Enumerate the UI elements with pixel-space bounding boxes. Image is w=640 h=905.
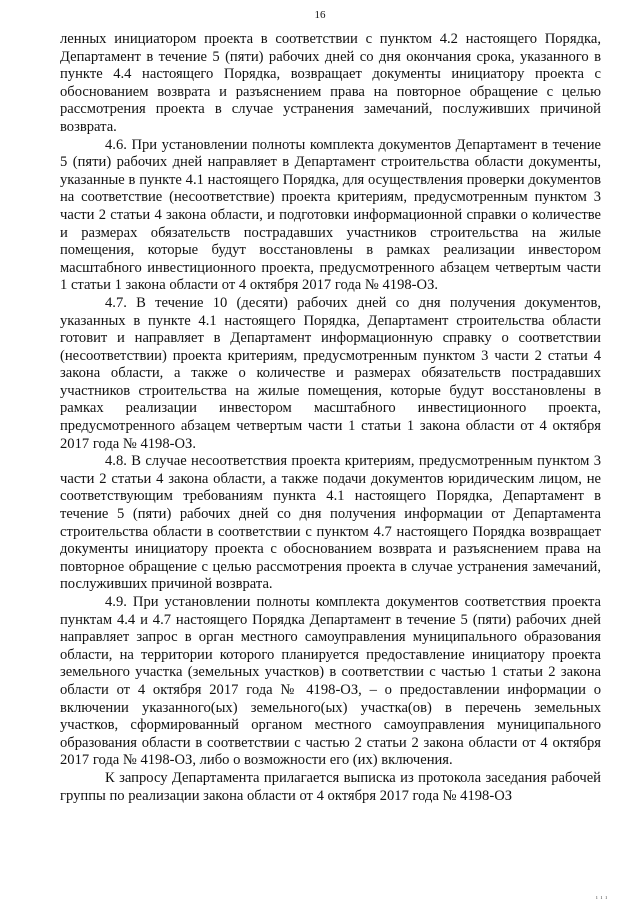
- scan-corner-mark: ııı: [595, 895, 610, 901]
- paragraph-4-7: 4.7. В течение 10 (десяти) рабочих дней со дня получения документов, указанных в пункте 4.1 настоящего Порядка, Департамент строительства области готовит и направляет в Департамент информационную справку о соответствии (несоответствии) проекта критериям, предусмотренным пунктом 3 части 2 статьи 4 закона области, а также о количестве и размерах обязательств пострадавших участников строительства на жилые помещения, которые будут восстановлены в рамках реализации инвестором масштабного инвестиционного проекта, предусмотренного абзацем четвертым части 1 статьи 1 закона области от 4 октября 2017 года № 4198-ОЗ.: [60, 294, 601, 452]
- paragraph-request-attachment: К запросу Департамента прилагается выписка из протокола заседания рабочей группы по реализации закона области от 4 октября 2017 года № 4198-ОЗ: [60, 769, 601, 804]
- document-body: [60, 31, 601, 805]
- paragraph-4-9: 4.9. При установлении полноты комплекта документов соответствия проекта пунктам 4.4 и 4.7 настоящего Порядка Департамент в течение 5 (пяти) рабочих дней направляет запрос в орган местного самоуправления муниципального образования области, на территории которого планируется предоставление инициатору проекта земельного участка (земельных участков) в соответствии с частью 1 статьи 2 закона области от 4 октября 2017 года № 4198-ОЗ, – о предоставлении информации о включении указанного(ых) земельного(ых) участка(ов) в перечень земельных участков, сформированный органом местного самоуправления муниципального образования области в соответствии с частью 2 статьи 2 закона области от 4 октября 2017 года № 4198-ОЗ, либо о возможности его (их) включения.: [60, 594, 601, 769]
- paragraph-4-6: 4.6. При установлении полноты комплекта документов Департамент в течение 5 (пяти) рабочих дней направляет в Департамент строительства области документы, указанные в пункте 4.1 настоящего Порядка, для осуществления проверки документов на соответствие (несоответствие) проекта критериям, предусмотренным пунктом 3 части 2 статьи 4 закона области, и подготовки информационной справки о количестве и размерах обязательств пострадавших участников строительства на жилые помещения, которые будут восстановлены в рамках реализации инвестором масштабного инвестиционного проекта, предусмотренного абзацем четвертым части 1 статьи 1 закона области от 4 октября 2017 года № 4198-ОЗ.: [60, 136, 601, 294]
- paragraph-4-8: 4.8. В случае несоответствия проекта критериям, предусмотренным пунктом 3 части 2 статьи 4 закона области, а также подачи документов юридическим лицом, не соответствующим требованиям пункта 4.1 настоящего Порядка, Департамент в течение 5 (пяти) рабочих дней со дня получения информации от Департамента строительства области в соответствии с пунктом 4.7 настоящего Порядка возвращает документы инициатору проекта с обоснованием возврата и разъяснением права на повторное обращение с целью рассмотрения проекта в случае устранения замечаний, послуживших причиной возврата.: [60, 453, 601, 593]
- page-number: 16: [314, 9, 326, 21]
- paragraph-continuation: ленных инициатором проекта в соответствии с пунктом 4.2 настоящего Порядка, Департамент в течение 5 (пяти) рабочих дней со дня окончания срока, указанного в пункте 4.4 настоящего Порядка, возвращает документы инициатору проекта с обоснованием возврата и разъяснением права на повторное обращение с целью рассмотрения проекта в случае устранения замечаний, послуживших причиной возврата.: [60, 31, 601, 135]
